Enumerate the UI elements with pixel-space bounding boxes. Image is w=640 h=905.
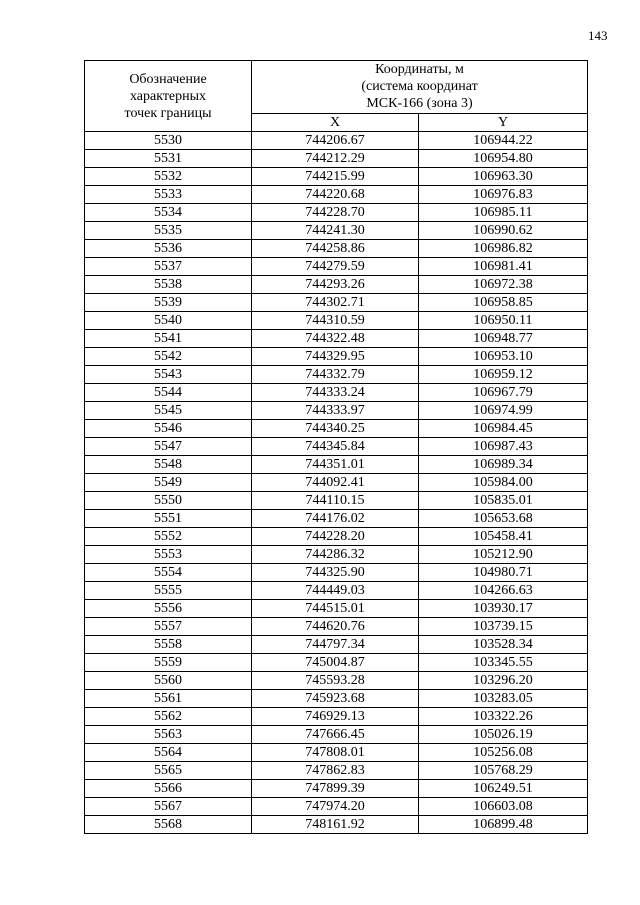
- table-row: [85, 240, 588, 258]
- x-cell: 744620.76: [252, 618, 419, 636]
- table-row: [85, 564, 588, 582]
- x-cell: 744215.99: [252, 168, 419, 186]
- x-cell: 744340.25: [252, 420, 419, 438]
- y-cell: 103296.20: [419, 672, 588, 690]
- y-cell: 106963.30: [419, 168, 588, 186]
- table-row: [85, 348, 588, 366]
- x-cell: 746929.13: [252, 708, 419, 726]
- y-cell: 106972.38: [419, 276, 588, 294]
- x-cell: 744286.32: [252, 546, 419, 564]
- point-cell: 5553: [85, 546, 252, 564]
- point-cell: 5546: [85, 420, 252, 438]
- table-row: [85, 708, 588, 726]
- y-cell: 106948.77: [419, 330, 588, 348]
- y-cell: 106959.12: [419, 366, 588, 384]
- x-cell: 744322.48: [252, 330, 419, 348]
- y-cell: 106989.34: [419, 456, 588, 474]
- point-cell: 5564: [85, 744, 252, 762]
- table-row: [85, 330, 588, 348]
- y-cell: 106899.48: [419, 816, 588, 834]
- table-row: [85, 744, 588, 762]
- y-cell: 106976.83: [419, 186, 588, 204]
- point-cell: 5537: [85, 258, 252, 276]
- point-cell: 5543: [85, 366, 252, 384]
- point-cell: 5531: [85, 150, 252, 168]
- table-row: [85, 204, 588, 222]
- table-row: [85, 816, 588, 834]
- point-cell: 5532: [85, 168, 252, 186]
- y-header: Y: [419, 114, 588, 132]
- x-cell: 744351.01: [252, 456, 419, 474]
- table-row: [85, 366, 588, 384]
- y-cell: 105768.29: [419, 762, 588, 780]
- point-cell: 5567: [85, 798, 252, 816]
- point-cell: 5538: [85, 276, 252, 294]
- table-row: [85, 546, 588, 564]
- y-cell: 106984.45: [419, 420, 588, 438]
- y-cell: 105026.19: [419, 726, 588, 744]
- x-cell: 745004.87: [252, 654, 419, 672]
- x-cell: 744325.90: [252, 564, 419, 582]
- table-row: [85, 582, 588, 600]
- y-cell: 104266.63: [419, 582, 588, 600]
- table-row: [85, 492, 588, 510]
- y-cell: 105256.08: [419, 744, 588, 762]
- y-cell: 104980.71: [419, 564, 588, 582]
- x-cell: 744293.26: [252, 276, 419, 294]
- y-cell: 106985.11: [419, 204, 588, 222]
- x-cell: 744279.59: [252, 258, 419, 276]
- x-cell: 748161.92: [252, 816, 419, 834]
- y-cell: 103322.26: [419, 708, 588, 726]
- point-cell: 5558: [85, 636, 252, 654]
- y-cell: 105212.90: [419, 546, 588, 564]
- point-cell: 5552: [85, 528, 252, 546]
- x-cell: 744258.86: [252, 240, 419, 258]
- y-cell: 105458.41: [419, 528, 588, 546]
- y-cell: 106958.85: [419, 294, 588, 312]
- x-cell: 744333.97: [252, 402, 419, 420]
- table-row: [85, 690, 588, 708]
- x-cell: 744228.20: [252, 528, 419, 546]
- y-cell: 106986.82: [419, 240, 588, 258]
- table-row: [85, 600, 588, 618]
- point-cell: 5547: [85, 438, 252, 456]
- point-cell: 5551: [85, 510, 252, 528]
- y-cell: 106974.99: [419, 402, 588, 420]
- y-cell: 106990.62: [419, 222, 588, 240]
- point-cell: 5535: [85, 222, 252, 240]
- point-cell: 5556: [85, 600, 252, 618]
- point-cell: 5568: [85, 816, 252, 834]
- table-row: [85, 276, 588, 294]
- y-cell: 105835.01: [419, 492, 588, 510]
- point-cell: 5533: [85, 186, 252, 204]
- point-cell: 5557: [85, 618, 252, 636]
- point-cell: 5545: [85, 402, 252, 420]
- x-cell: 744176.02: [252, 510, 419, 528]
- table-row: [85, 510, 588, 528]
- y-cell: 106967.79: [419, 384, 588, 402]
- x-cell: 744332.79: [252, 366, 419, 384]
- table-row: [85, 726, 588, 744]
- point-cell: 5530: [85, 132, 252, 150]
- point-cell: 5540: [85, 312, 252, 330]
- table-row: [85, 780, 588, 798]
- table-row: [85, 456, 588, 474]
- table-row: [85, 762, 588, 780]
- x-cell: 744449.03: [252, 582, 419, 600]
- point-cell: 5542: [85, 348, 252, 366]
- x-cell: 744302.71: [252, 294, 419, 312]
- x-cell: 744515.01: [252, 600, 419, 618]
- table-row: [85, 528, 588, 546]
- x-cell: 744110.15: [252, 492, 419, 510]
- point-cell: 5560: [85, 672, 252, 690]
- y-cell: 106981.41: [419, 258, 588, 276]
- x-cell: 744345.84: [252, 438, 419, 456]
- y-cell: 106944.22: [419, 132, 588, 150]
- y-cell: 106987.43: [419, 438, 588, 456]
- y-cell: 103930.17: [419, 600, 588, 618]
- y-cell: 103528.34: [419, 636, 588, 654]
- point-cell: 5550: [85, 492, 252, 510]
- table-row: [85, 402, 588, 420]
- y-cell: 105653.68: [419, 510, 588, 528]
- point-cell: 5559: [85, 654, 252, 672]
- table-row: [85, 618, 588, 636]
- point-cell: 5566: [85, 780, 252, 798]
- point-cell: 5536: [85, 240, 252, 258]
- table-row: [85, 474, 588, 492]
- point-cell: 5548: [85, 456, 252, 474]
- x-header: X: [252, 114, 419, 132]
- x-cell: 744220.68: [252, 186, 419, 204]
- x-cell: 745593.28: [252, 672, 419, 690]
- x-cell: 744333.24: [252, 384, 419, 402]
- table-row: [85, 168, 588, 186]
- point-cell: 5549: [85, 474, 252, 492]
- point-cell: 5541: [85, 330, 252, 348]
- point-cell: 5554: [85, 564, 252, 582]
- point-cell: 5562: [85, 708, 252, 726]
- table-row: [85, 672, 588, 690]
- y-cell: 106249.51: [419, 780, 588, 798]
- x-cell: 744329.95: [252, 348, 419, 366]
- point-cell: 5561: [85, 690, 252, 708]
- y-cell: 106953.10: [419, 348, 588, 366]
- point-cell: 5544: [85, 384, 252, 402]
- y-cell: 105984.00: [419, 474, 588, 492]
- table-row: [85, 294, 588, 312]
- y-cell: 103283.05: [419, 690, 588, 708]
- point-cell: 5565: [85, 762, 252, 780]
- x-cell: 744228.70: [252, 204, 419, 222]
- coordinates-header: [252, 61, 588, 114]
- point-cell: 5539: [85, 294, 252, 312]
- table-row: [85, 384, 588, 402]
- table-row: [85, 420, 588, 438]
- x-cell: 744310.59: [252, 312, 419, 330]
- page-number: 143: [588, 28, 608, 43]
- x-cell: 747666.45: [252, 726, 419, 744]
- table-body: [85, 132, 588, 834]
- table-row: [85, 132, 588, 150]
- table-row: [85, 654, 588, 672]
- x-cell: 747974.20: [252, 798, 419, 816]
- x-cell: 744206.67: [252, 132, 419, 150]
- point-cell: 5555: [85, 582, 252, 600]
- x-cell: 747899.39: [252, 780, 419, 798]
- x-cell: 744092.41: [252, 474, 419, 492]
- x-cell: 744241.30: [252, 222, 419, 240]
- x-cell: 747862.83: [252, 762, 419, 780]
- y-cell: 106954.80: [419, 150, 588, 168]
- table-row: [85, 636, 588, 654]
- point-header-label: Обозначение характерных точек границы: [124, 71, 212, 121]
- table-row: [85, 222, 588, 240]
- point-cell: 5563: [85, 726, 252, 744]
- y-cell: 106603.08: [419, 798, 588, 816]
- point-header: [85, 61, 252, 132]
- table-row: [85, 258, 588, 276]
- table-row: [85, 150, 588, 168]
- x-cell: 745923.68: [252, 690, 419, 708]
- x-cell: 744797.34: [252, 636, 419, 654]
- coordinates-table: [84, 60, 588, 834]
- y-cell: 106950.11: [419, 312, 588, 330]
- table-row: [85, 186, 588, 204]
- table-row: [85, 312, 588, 330]
- y-cell: 103739.15: [419, 618, 588, 636]
- y-cell: 103345.55: [419, 654, 588, 672]
- table-row: [85, 798, 588, 816]
- point-cell: 5534: [85, 204, 252, 222]
- coordinates-header-label: Координаты, м (система координат МСК-166 (зона 3): [361, 62, 478, 111]
- x-cell: 747808.01: [252, 744, 419, 762]
- x-cell: 744212.29: [252, 150, 419, 168]
- table-row: [85, 438, 588, 456]
